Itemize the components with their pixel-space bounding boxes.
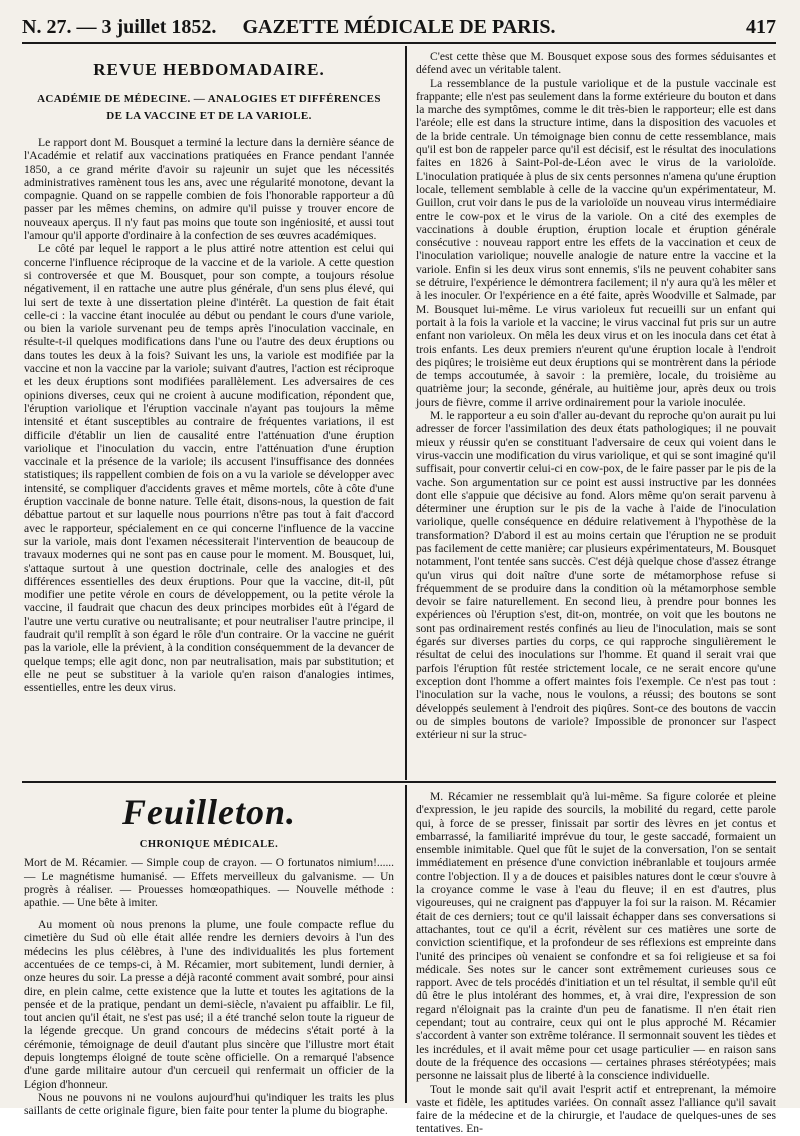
page-header bbox=[22, 10, 776, 40]
feuilleton-right-column bbox=[416, 790, 776, 1136]
feuilleton-subtitle: CHRONIQUE MÉDICALE. bbox=[139, 839, 279, 850]
journal-title: GAZETTE MÉDICALE DE PARIS. bbox=[242, 16, 556, 38]
column-divider-top bbox=[405, 46, 407, 780]
feuilleton-right-paragraph-2: Tout le monde sait qu'il avait l'esprit actif et entreprenant, la mémoire vaste et fidèle, les aptitudes variées. On connaît assez l'alliance qu'il savait faire de la médecine et de la chirurgie, et l'audace de quelques-unes de ses tentatives. En- bbox=[416, 1082, 776, 1136]
header-rule bbox=[22, 42, 776, 44]
revue-subtitle-line-1: ACADÉMIE DE MÉDECINE. — ANALOGIES ET DIFFÉRENCES bbox=[37, 93, 381, 105]
revue-paragraph-1: Le rapport dont M. Bousquet a terminé la lecture dans la dernière séance de l'Académie et relatif aux vaccinations pratiquées en France pendant l'année 1850, a ce grand mérite d'avoir su rajeunir un sujet que les nécessités administratives ramènent tous les ans, avec une régularité monotone, devant la compagnie. Quand on se rappelle combien de fois l'honorable rapporteur a dû passer par les mêmes chemins, on admire qu'il puisse y trouver encore de nouveaux aperçus. Il n'y faut pas moins que toute son ingéniosité, et aussi tout l'amour qu'il apporte d'ordinaire à la confection de ses œuvres académiques. bbox=[24, 136, 394, 243]
feuilleton-paragraph-2: Nous ne pouvons ni ne voulons aujourd'hui qu'indiquer les traits les plus saillants de cette originale figure, bien faite pour tenter la plume du biographe. bbox=[24, 1090, 394, 1118]
revue-title: REVUE HEBDOMADAIRE. bbox=[93, 60, 325, 79]
revue-right-paragraph-3: M. le rapporteur a eu soin d'aller au-devant du reproche qu'on aurait pu lui adresser de forcer l'assimilation des deux états pathologiques; il ne pouvait mieux y réussir qu'en se constituant l'adversaire de ceux qui voient dans le virus-vaccin une modification du virus variolique, et qui se sont imaginé qu'il suffisait, pour convertir celui-ci en cow-pox, de le faire passer par le pis de la vache. Son argumentation sur ce point est aussi instructive par les données dont elle s'appuie que décisive au fond. Alors même qu'on serait parvenu à déterminer une éruption sur le pis de la vache à l'aide de l'inoculation variolique, quelle conséquence en déduire relativement à l'hypothèse de la transformation? D'abord il est au moins certain que l'éruption ne se produit pas facilement de cette manière; car plusieurs expérimentateurs, M. Bousquet notamment, l'ont tentée sans succès. C'est déjà quelque chose d'assez étrange qu'un virus qui doit naître d'une sorte de métamorphose refuse si fréquemment de se produire dans la condition où la métamorphose semble devoir se faire naturellement. En second lieu, à prendre pour bonnes les expériences où l'éruption s'est, dit-on, montrée, on voit que les boutons ne sont pas ordinairement restés confinés au lieu de l'inoculation, mais se sont égarés sur diverses parties du corps, ce qui rapproche singulièrement le résultat de celui des inoculations sur l'homme. Et quand il serait vrai que parfois l'éruption fût restée strictement locale, ce ne serait encore qu'une exception dont l'homme a offert maintes fois l'exemple. Ce n'est pas tout : l'inoculation sur la vache, nous le voulons, a réussi; des boutons se sont développés seulement à l'endroit des piqûres. Sont-ce des boutons de vaccin ou de simples boutons de variole? Impossible de prononcer sur l'aspect extérieur ni sur la struc- bbox=[416, 409, 776, 742]
page-number: 417 bbox=[746, 16, 776, 38]
issue-number-date: N. 27. — 3 juillet 1852. bbox=[22, 16, 217, 38]
feuilleton-summary: Mort de M. Récamier. — Simple coup de crayon. — O fortunatos nimium!...... — Le magnétisme humanisé. — Effets merveilleux du galvanisme. — Un progrès à réaliser. — Prouesses homœopathiques. — Nouvelle méthode : apathie. — Une bête à imiter. bbox=[24, 857, 394, 909]
feuilleton-paragraph-1: Au moment où nous prenons la plume, une foule compacte reflue du cimetière du Sud où elle était allée rendre les derniers devoirs à l'un des médecins les plus célèbres, à l'une des individualités les plus fortement accentuées de ce temps-ci, à M. Récamier, mort subitement, lundi dernier, à onze heures du soir. La presse a déjà raconté comment avait sombré, pour ainsi dire, en plein calme, cette existence que la lutte et toutes les agitations de la pensée et de la pratique, pendant un demi-siècle, n'avaient pu affaiblir. Le fil, tout ancien qu'il était, ne s'est pas usé; il a été tranché selon toute la rigueur de la légende grecque. Un grand concours de médecins s'était porté à la cérémonie, témoignage de deuil d'autant plus sincère que l'illustre mort était depuis longtemps éloigné de toute scène officielle. On a remarqué l'absence d'une garde militaire autour d'un cercueil qui renfermait un officier de la Légion d'honneur. bbox=[24, 918, 394, 1091]
revue-right-paragraph-2: La ressemblance de la pustule variolique et de la pustule vaccinale est frappante; elle n'est pas seulement dans la forme extérieure du bouton et dans la marche des symptômes, comme le dit très-bien le rapporteur; elle est dans l'aréole; elle est dans la structure intime, dans la disposition des vacuoles et de la bride centrale. Un témoignage bien connu de cette ressemblance, mais qu'il est bon de rappeler parce qu'il est décisif, est le résultat des inoculations faites en 1826 à Saint-Pol-de-Léon avec le virus de la varioloïde. L'inoculation pratiquée à plus de six cents personnes n'amena qu'une éruption locale, tellement semblable à celle de la vaccine qu'un expérimentateur, M. Guillon, crut voir dans le pus de la varioloïde un nouveau virus intermédiaire entre le cow-pox et le virus de la variole. On a cité des exemples de vaccinations à double éruption, éruption locale et éruption générale consécutive : nouveau rapport entre les effets de la vaccination et ceux de l'inoculation variolique; nouvelle analogie de nature entre la vaccine et la variole. Enfin si les deux virus sont ennemis, s'ils ne peuvent cohabiter sans se détruire, l'expérience le démontrera facilement; il n'y aura qu'à les mêler et à les inoculer. Or l'expérience en a été faite, après Woodville et Salmade, par M. Bousquet lui-même. Le virus varioleux fut recueilli sur un enfant qui portait à la fois la variole et la vaccine; le virus vaccinal fut pris sur un autre enfant non varioleux. On mêla les deux virus et on les inocula dans cet état à trois enfants. Les deux premiers n'eurent qu'une éruption locale à l'endroit des piqûres; le troisième eut deux éruptions qui se montrèrent dans la période de temps accoutumée, à savoir : la première, locale, du troisième au quatrième jour; la seconde, générale, au huitième jour, après deux ou trois jours de fièvre, comme il arrive ordinairement pour la variole inoculée. bbox=[416, 76, 776, 409]
column-divider-bottom bbox=[405, 785, 407, 1103]
revue-subtitle-line-2: DE LA VACCINE ET DE LA VARIOLE. bbox=[106, 110, 312, 122]
feuilleton-divider bbox=[22, 781, 776, 783]
revue-paragraph-2: Le côté par lequel le rapport a le plus attiré notre attention est celui qui concerne l'influence réciproque de la vaccine et de la variole. A cette question si controversée et que M. Bousquet, pour son compte, a toujours résolue négativement, il en rattache une autre plus générale, d'un sens plus élevé, qui lui sert de texte à une dissertation pleine d'intérêt. La question de fait était celle-ci : la vaccine étant inoculée au début ou pendant le cours d'une variole, ou bien la variole survenant peu de temps après l'inoculation vaccinale, en résulte-t-il quelques modifications dans l'une ou l'autre des deux éruptions ou dans toutes les deux à la fois? Suivant les uns, la variole est modifiée par la vaccine et non la vaccine par la variole; suivant d'autres, l'action est réciproque et les deux éruptions sont modifiées parallèlement. Les adversaires de ces opinions diverses, ceux qui ne croient à aucune modification, répondent que, l'éruption variolique et l'éruption vaccinale n'ayant pas toujours la même intensité et étant susceptibles au contraire de fréquentes variations, il est difficile d'établir un lien de causalité entre l'atténuation d'une éruption variolique et l'inoculation du vaccin, entre l'atténuation d'une éruption vaccinale et la présence de la variole; ils accusent l'insuffisance des données statistiques; ils rappellent combien de fois on a vu la variole se développer avec intensité, se compliquer d'accidents graves et même mortels, côte à côte d'une éruption vaccinale de bonne nature. Telle était, disons-nous, la question de fait débattue partout et sur laquelle nous pourrions n'être pas tout à fait d'accord avec le rapporteur, spécialement en ce qui concerne l'influence de la vaccine sur la variole, mais dont l'examen nécessiterait l'intervention de beaucoup de travaux modernes qui ne sont pas en cause pour le moment. M. Bousquet, lui, s'attaque surtout à une question doctrinale, celle des analogies et des différences essentielles des deux éruptions. Pour que la vaccine, dit-il, pût modifier une petite vérole en cours de développement, ou la petite vérole la vaccine, il faudrait que chacun des deux principes morbides eût à l'égard de l'autre une vertu curative ou neutralisante; et pour neutraliser l'autre principe, il faudrait qu'il remplît à son égard le rôle d'un contraire. Or la vaccine ne guérit pas la variole, elle la prévient, à la condition conséquemment de la devancer de quelque temps; elle agit donc, non par neutralisation, mais par substitution; et elle ne peut se substituer à la variole qu'en raison d'analogies intimes, essentielles, entre les deux virus. bbox=[24, 242, 394, 695]
revue-right-column bbox=[416, 50, 776, 776]
feuilleton-right-paragraph-1: M. Récamier ne ressemblait qu'à lui-même. Sa figure colorée et pleine d'expression, le jeu rapide des sourcils, la mobilité du regard, cette parole qui, à force de se presser, finissait par sortir des lèvres en jet contus et embarrassé, la familiarité imprévue du tour, le geste saccadé, formaient un ensemble inimitable. Quel que fût le sujet de la conversation, l'on se sentait immédiatement en présence d'une conviction inébranlable et toujours armée contre l'objection. Il y a de douces et paisibles natures dont le cœur s'ouvre à la croyance comme le vase à l'eau du fleuve; il en est d'autres, plus vigoureuses, qui ne craignent pas d'appuyer la foi sur la raison. M. Récamier était de ces derniers; tout ce qu'il laissait échapper dans ses conversations si attachantes, tout ce qu'il a écrit, révèlent sur ces matières une sorte de conviction scientifique, et la profondeur de ses réflexions est empreinte dans l'unité des principes où venaient se confondre et sa foi religieuse et sa foi médicale. Ses notes sur le cancer sont extrêmement curieuses sous ce rapport. Avec de tels procédés d'initiation et un tel résultat, il semble qu'il eût dû être le plus intolérant des hommes, et, à vrai dire, l'expression de son regard n'éloignait pas la crainte d'un peu de fanatisme. Il n'en était rien cependant; tout au contraire, ceux qui ont le plus approché M. Récamier s'accordent à vanter son extrême tolérance. Il sermonnait souvent les tièdes et les incrédules, et il avait même pour cet usage particulier — en raison sans doute de la fréquence des occasions — certaines phrases stéréotypées; mais personne ne laissait plus de liberté à la conscience individuelle. bbox=[416, 790, 776, 1083]
feuilleton-title: Feuilleton. bbox=[121, 792, 297, 832]
revue-left-column bbox=[24, 58, 394, 776]
revue-right-paragraph-1: C'est cette thèse que M. Bousquet expose sous des formes séduisantes et défend avec un véritable talent. bbox=[416, 50, 776, 77]
feuilleton-left-column bbox=[24, 788, 394, 1118]
